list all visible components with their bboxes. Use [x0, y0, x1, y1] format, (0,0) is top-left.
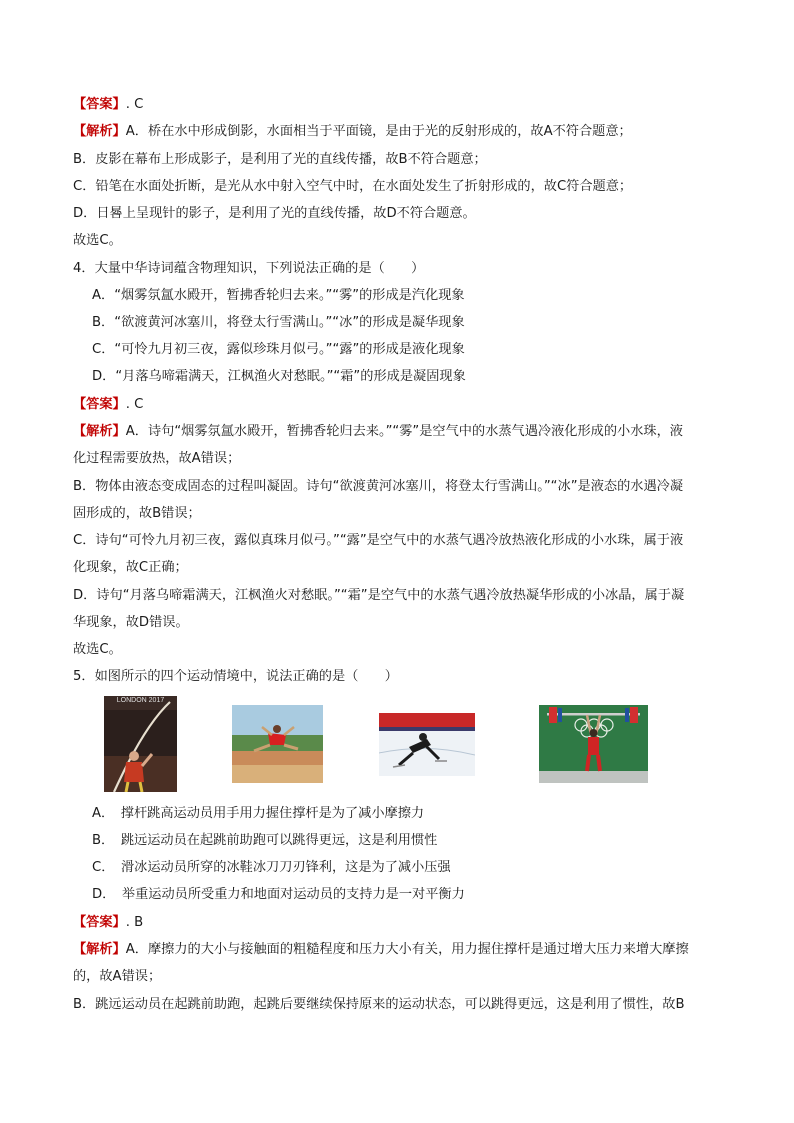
answer-value: . C: [125, 397, 144, 412]
q4-analysis-d-2: 华现象，故D错误。: [73, 615, 189, 630]
q4-answer-line: [73, 396, 723, 414]
q5-stem: 5．如图所示的四个运动情境中，说法正确的是（ ）: [73, 669, 398, 684]
q3-conclusion: 故选C。: [73, 233, 122, 248]
q3-analysis-b: B．皮影在幕布上形成影子，是利用了光的直线传播，故B不符合题意；: [73, 152, 487, 167]
photo-caption: LONDON 2017: [116, 697, 165, 704]
analysis-text: A．摩擦力的大小与接触面的粗糙程度和压力大小有关，用力握住撑杆是通过增大压力来增大摩擦: [125, 942, 689, 957]
q4-analysis-c-2: 化现象，故C正确；: [73, 560, 188, 575]
analysis-text: A．诗句“烟雾氛氲水殿开，暂拂香轮归去来。”“雾”是空气中的水蒸气遇冷液化形成的小水珠，液: [125, 424, 683, 439]
pole-vault-photo: [104, 696, 177, 792]
analysis-tag: 【解析】: [73, 424, 126, 439]
q4-analysis-d-1: D．诗句“月落乌啼霜满天，江枫渔火对愁眠。”“霜”是空气中的水蒸气遇冷放热凝华形成的小冰晶，属于凝: [73, 588, 685, 603]
q5-option-b: B． 跳远运动员在起跳前助跑可以跳得更远，这是利用惯性: [92, 833, 438, 848]
analysis-text: A．桥在水中形成倒影，水面相当于平面镜，是由于光的反射形成的，故A不符合题意；: [125, 124, 632, 139]
answer-tag: 【答案】: [73, 97, 126, 112]
answer-value: . B: [125, 915, 144, 930]
q5-option-d: D． 举重运动员所受重力和地面对运动员的支持力是一对平衡力: [92, 887, 465, 902]
q5-answer-line: [73, 914, 723, 932]
q4-analysis-a-1: [73, 423, 723, 441]
answer-value: . C: [125, 97, 144, 112]
q4-option-b: B．“欲渡黄河冰塞川，将登太行雪满山。”“冰”的形成是凝华现象: [92, 315, 465, 330]
q4-option-c: C．“可怜九月初三夜，露似珍珠月似弓。”“露”的形成是液化现象: [92, 342, 465, 357]
q4-stem: 4．大量中华诗词蕴含物理知识，下列说法正确的是（ ）: [73, 261, 425, 276]
speed-skating-photo: [379, 713, 475, 776]
q4-analysis-b-2: 固形成的，故B错误；: [73, 506, 201, 521]
q3-analysis-c: C．铅笔在水面处折断，是光从水中射入空气中时，在水面处发生了折射形成的，故C符合题意；: [73, 179, 633, 194]
q5-option-a: A． 撑杆跳高运动员用手用力握住撑杆是为了减小摩擦力: [92, 806, 425, 821]
q5-option-c: C． 滑冰运动员所穿的冰鞋冰刀刀刃锋利，这是为了减小压强: [92, 860, 451, 875]
analysis-tag: 【解析】: [73, 942, 126, 957]
q3-answer-line: [73, 96, 723, 114]
q4-analysis-a-2: 化过程需要放热，故A错误；: [73, 451, 241, 466]
weightlifting-photo: [539, 705, 648, 783]
q4-analysis-c-1: C．诗句“可怜九月初三夜，露似真珠月似弓。”“露”是空气中的水蒸气遇冷放热液化形成的小水珠，属于液: [73, 533, 684, 548]
q5-analysis-a-2: 的，故A错误；: [73, 969, 162, 984]
q5-analysis-b-1: B．跳远运动员在起跳前助跑，起跳后要继续保持原来的运动状态，可以跳得更远，这是利用了惯性，故B: [73, 997, 685, 1012]
answer-tag: 【答案】: [73, 397, 126, 412]
answer-tag: 【答案】: [73, 915, 126, 930]
q3-analysis-d: D．日晷上呈现针的影子，是利用了光的直线传播，故D不符合题意。: [73, 206, 476, 221]
long-jump-photo: [232, 705, 323, 783]
q3-analysis-a: [73, 123, 723, 141]
q5-analysis-a-1: [73, 941, 723, 959]
q4-option-a: A．“烟雾氛氲水殿开，暂拂香轮归去来。”“雾”的形成是汽化现象: [92, 288, 465, 303]
q4-analysis-b-1: B．物体由液态变成固态的过程叫凝固。诗句“欲渡黄河冰塞川，将登太行雪满山。”“冰”是液态的水遇冷凝: [73, 479, 684, 494]
analysis-tag: 【解析】: [73, 124, 126, 139]
q4-option-d: D．“月落乌啼霜满天，江枫渔火对愁眠。”“霜”的形成是凝固现象: [92, 369, 466, 384]
q4-conclusion: 故选C。: [73, 642, 122, 657]
